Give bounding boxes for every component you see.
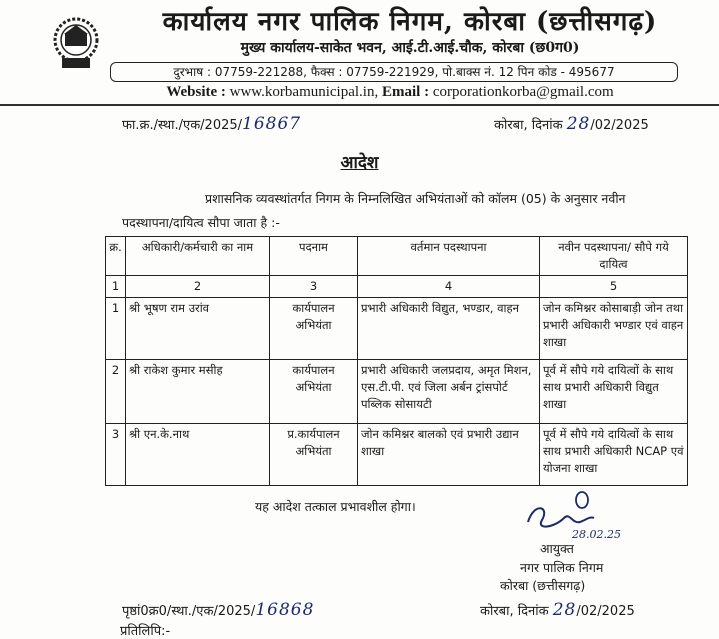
row-name: श्री राकेश कुमार मसीह (126, 360, 270, 424)
order-date-day: 28 (566, 114, 591, 134)
row-sno: 3 (106, 424, 126, 486)
endorsement-number: 16868 (255, 600, 315, 620)
signatory-org: नगर पालिक निगम (520, 560, 604, 575)
order-date-suffix: /02/2025 (590, 118, 649, 133)
endorsement-day: 28 (552, 600, 577, 620)
office-title: कार्यालय नगर पालिक निगम, कोरबा (छत्तीसगढ़) (162, 7, 658, 37)
row-sno: 1 (106, 298, 126, 360)
endorsement-date-suffix: /02/2025 (576, 604, 635, 619)
row-current-posting: प्रभारी अधिकारी विद्युत, भण्डार, वाहन (358, 298, 540, 360)
column-number-row (106, 276, 688, 298)
order-date (494, 114, 649, 134)
column-number: 5 (540, 276, 688, 298)
row-designation: कार्यपालन अभियंता (270, 360, 358, 424)
intro-line-2: पदस्थापना/दायित्व सौपा जाता है :- (122, 215, 280, 230)
row-name: श्री भूषण राम उरांव (126, 298, 270, 360)
file-reference (122, 114, 301, 134)
row-designation: कार्यपालन अभियंता (270, 298, 358, 360)
row-sno: 2 (106, 360, 126, 424)
endorsement-date-prefix: कोरबा, दिनांक (480, 604, 549, 619)
signatory-place: कोरबा (छत्तीसगढ़) (500, 578, 586, 593)
row-new-posting: पूर्व में सौपे गये दायित्वों के साथ साथ प्रभारी अधिकारी NCAP एवं योजना शाखा (540, 424, 688, 486)
endorsement-reference (122, 600, 314, 620)
column-number: 3 (270, 276, 358, 298)
posting-table (105, 236, 688, 486)
contact-info: दुरभाष : 07759-221288, फैक्स : 07759-221929, पो.बाक्स नं. 12 पिन कोड - 495677 (110, 62, 678, 82)
order-heading: आदेश (340, 153, 379, 173)
row-new-posting: पूर्व में सौपे गये दायित्वों के साथ साथ प्रभारी अधिकारी विद्युत शाखा (540, 360, 688, 424)
file-reference-prefix: फा.क्र./स्था./एक/2025/ (122, 118, 243, 133)
endorsement-date (480, 600, 635, 620)
copy-to-label: प्रतिलिपि:- (120, 624, 171, 639)
row-designation: प्र.कार्यपालन अभियंता (270, 424, 358, 486)
email-label: Email : (381, 84, 430, 100)
website-label: Website : (166, 84, 226, 100)
column-number: 1 (106, 276, 126, 298)
header-new-posting: नवीन पदस्थापना/ सौपे गये दायित्व (540, 237, 688, 276)
office-address: मुख्य कार्यालय-साकेत भवन, आई.टी.आई.चौक, कोरबा (छ0ग0) (240, 40, 580, 56)
header-sno: क्र. (106, 237, 126, 276)
row-current-posting: प्रभारी अधिकारी जलप्रदाय, अमृत मिशन, एस.टी.पी. एवं जिला अर्बन ट्रांसपोर्ट पब्लिक सोसायटी (358, 360, 540, 424)
table-row (106, 298, 688, 360)
header-name: अधिकारी/कर्मचारी का नाम (126, 237, 270, 276)
file-reference-number: 16867 (242, 114, 302, 134)
municipal-emblem-icon (52, 14, 100, 72)
header-designation: पदनाम (270, 237, 358, 276)
header-divider (0, 104, 719, 106)
table-header-row (106, 237, 688, 276)
order-date-prefix: कोरबा, दिनांक (494, 118, 563, 133)
header-current-posting: वर्तमान पदस्थापना (358, 237, 540, 276)
website-email-line (100, 84, 680, 101)
table-row (106, 360, 688, 424)
row-current-posting: जोन कमिश्नर बालको एवं प्रभारी उद्यान शाखा (358, 424, 540, 486)
signatory-title: आयुक्त (540, 541, 574, 556)
table-row (106, 424, 688, 486)
effect-statement: यह आदेश तत्काल प्रभावशील होगा। (255, 499, 416, 514)
email-link[interactable]: corporationkorba@gmail.com (432, 84, 614, 100)
website-link[interactable]: www.korbamunicipal.in, (229, 84, 379, 100)
commissioner-signature (520, 488, 630, 540)
signature-date: 28.02.25 (572, 528, 621, 540)
intro-line-1: प्रशासनिक व्यवस्थांतर्गत निगम के निम्नलिखित अभियंताओं को कॉलम (05) के अनुसार नवीन (205, 191, 626, 206)
endorsement-prefix: पृष्ठां0क्र0/स्था./एक/2025/ (122, 604, 256, 619)
row-new-posting: जोन कमिश्नर कोसाबाड़ी जोन तथा प्रभारी अधिकारी भण्डार एवं वाहन शाखा (540, 298, 688, 360)
column-number: 4 (358, 276, 540, 298)
column-number: 2 (126, 276, 270, 298)
row-name: श्री एन.के.नाथ (126, 424, 270, 486)
